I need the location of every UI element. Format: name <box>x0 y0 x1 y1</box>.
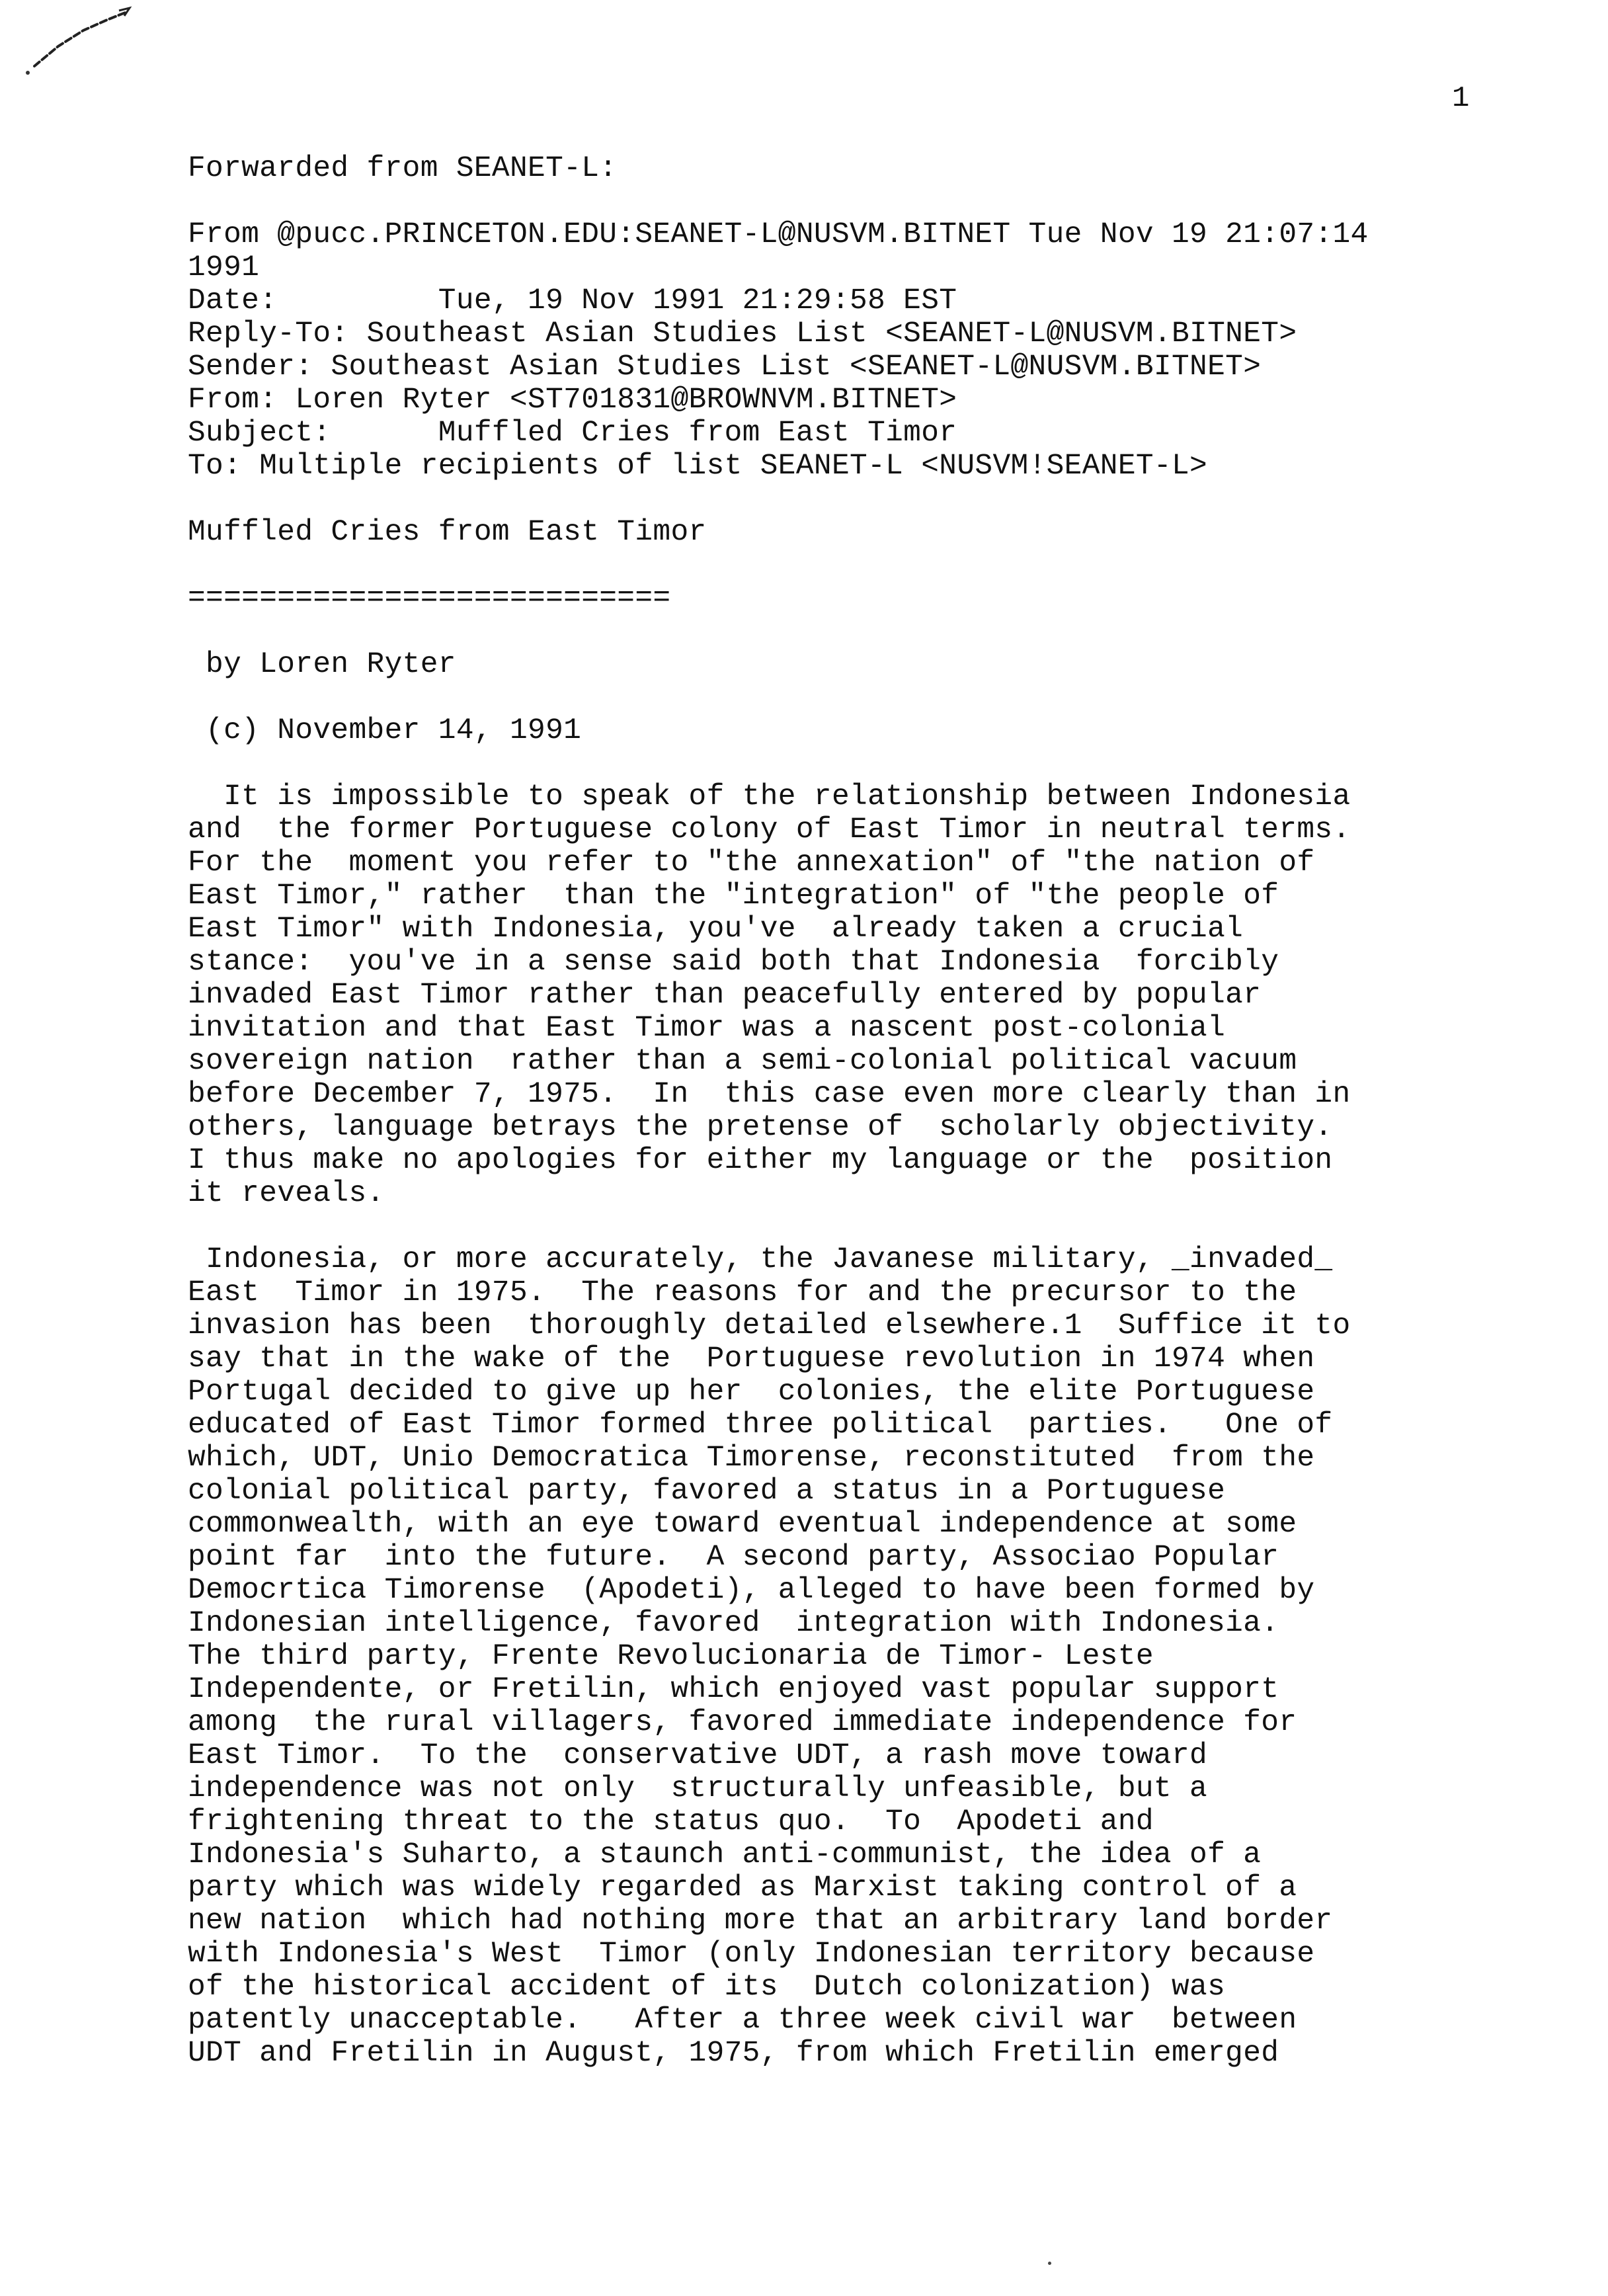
paragraph-line: Democrtica Timorense (Apodeti), alleged to have been formed by <box>188 1574 1315 1607</box>
paragraph-line: stance: you've in a sense said both that Indonesia forcibly <box>188 946 1279 979</box>
pen-stroke-mark <box>20 5 132 78</box>
paragraph-line: with Indonesia's West Timor (only Indonesian territory because <box>188 1938 1315 1971</box>
page-number: 1 <box>1452 82 1470 115</box>
paragraph-line: among the rural villagers, favored immediate independence for <box>188 1706 1297 1739</box>
paragraph-line: others, language betrays the pretense of scholarly objectivity. <box>188 1111 1333 1144</box>
header-subject: Subject: Muffled Cries from East Timor <box>188 417 957 450</box>
paragraph-line: say that in the wake of the Portuguese revolution in 1974 when <box>188 1342 1315 1375</box>
paragraph-line: frightening threat to the status quo. To Apodeti and <box>188 1805 1154 1838</box>
paragraph-line: point far into the future. A second party, Associao Popular <box>188 1541 1279 1574</box>
article-title: Muffled Cries from East Timor <box>188 516 707 549</box>
paragraph-line: colonial political party, favored a status in a Portuguese <box>188 1475 1226 1508</box>
forward-line: Forwarded from SEANET-L: <box>188 152 618 185</box>
paragraph-line: UDT and Fretilin in August, 1975, from which Fretilin emerged <box>188 2037 1279 2070</box>
paragraph-line: East Timor," rather than the "integration" of "the people of <box>188 880 1279 913</box>
title-rule: =========================== <box>188 582 671 615</box>
paragraph-line: before December 7, 1975. In this case even more clearly than in <box>188 1078 1351 1111</box>
paragraph-line: Independente, or Fretilin, which enjoyed vast popular support <box>188 1673 1279 1706</box>
paragraph-line: I thus make no apologies for either my language or the position <box>188 1144 1333 1177</box>
scan-speck <box>1048 2262 1051 2265</box>
copyright-line: (c) November 14, 1991 <box>188 714 582 747</box>
paragraph-line: and the former Portuguese colony of East Timor in neutral terms. <box>188 813 1351 846</box>
paragraph-line: Portugal decided to give up her colonies, the elite Portuguese <box>188 1375 1315 1409</box>
paragraph-line: It is impossible to speak of the relationship between Indonesia <box>188 780 1351 813</box>
header-from-line-2: 1991 <box>188 251 260 284</box>
byline: by Loren Ryter <box>188 648 456 681</box>
paragraph-line: For the moment you refer to "the annexation" of "the nation of <box>188 846 1315 880</box>
paragraph-line: new nation which had nothing more that an arbitrary land border <box>188 1905 1333 1938</box>
paragraph-line: East Timor. To the conservative UDT, a rash move toward <box>188 1739 1208 1772</box>
header-from: From: Loren Ryter <ST701831@BROWNVM.BITNET> <box>188 384 957 417</box>
paragraph-line: educated of East Timor formed three political parties. One of <box>188 1409 1333 1442</box>
paragraph-line: invaded East Timor rather than peacefully entered by popular <box>188 979 1262 1012</box>
paragraph-line: Indonesian intelligence, favored integration with Indonesia. <box>188 1607 1279 1640</box>
header-reply-to: Reply-To: Southeast Asian Studies List <SEANET-L@NUSVM.BITNET> <box>188 317 1297 350</box>
paragraph-line: it reveals. <box>188 1177 385 1210</box>
paragraph-line: which, UDT, Unio Democratica Timorense, reconstituted from the <box>188 1442 1315 1475</box>
paragraph-line: The third party, Frente Revolucionaria de Timor- Leste <box>188 1640 1154 1673</box>
paragraph-line: Indonesia's Suharto, a staunch anti-communist, the idea of a <box>188 1838 1262 1871</box>
paragraph-line: East Timor in 1975. The reasons for and the precursor to the <box>188 1276 1297 1309</box>
paragraph-line: patently unacceptable. After a three week civil war between <box>188 2004 1297 2037</box>
paragraph-line: party which was widely regarded as Marxist taking control of a <box>188 1871 1297 1905</box>
header-to: To: Multiple recipients of list SEANET-L <NUSVM!SEANET-L> <box>188 450 1208 483</box>
header-from-line-1: From @pucc.PRINCETON.EDU:SEANET-L@NUSVM.BITNET Tue Nov 19 21:07:14 <box>188 218 1369 251</box>
paragraph-line: East Timor" with Indonesia, you've already taken a crucial <box>188 913 1244 946</box>
header-sender: Sender: Southeast Asian Studies List <SEANET-L@NUSVM.BITNET> <box>188 350 1262 384</box>
paragraph-line: Indonesia, or more accurately, the Javanese military, _invaded_ <box>188 1243 1333 1276</box>
paragraph-line: commonwealth, with an eye toward eventual independence at some <box>188 1508 1297 1541</box>
paragraph-line: invasion has been thoroughly detailed elsewhere.1 Suffice it to <box>188 1309 1351 1342</box>
paragraph-line: invitation and that East Timor was a nascent post-colonial <box>188 1012 1226 1045</box>
header-date: Date: Tue, 19 Nov 1991 21:29:58 EST <box>188 284 957 317</box>
paragraph-line: sovereign nation rather than a semi-colonial political vacuum <box>188 1045 1297 1078</box>
paragraph-line: of the historical accident of its Dutch colonization) was <box>188 1971 1226 2004</box>
paragraph-line: independence was not only structurally unfeasible, but a <box>188 1772 1208 1805</box>
